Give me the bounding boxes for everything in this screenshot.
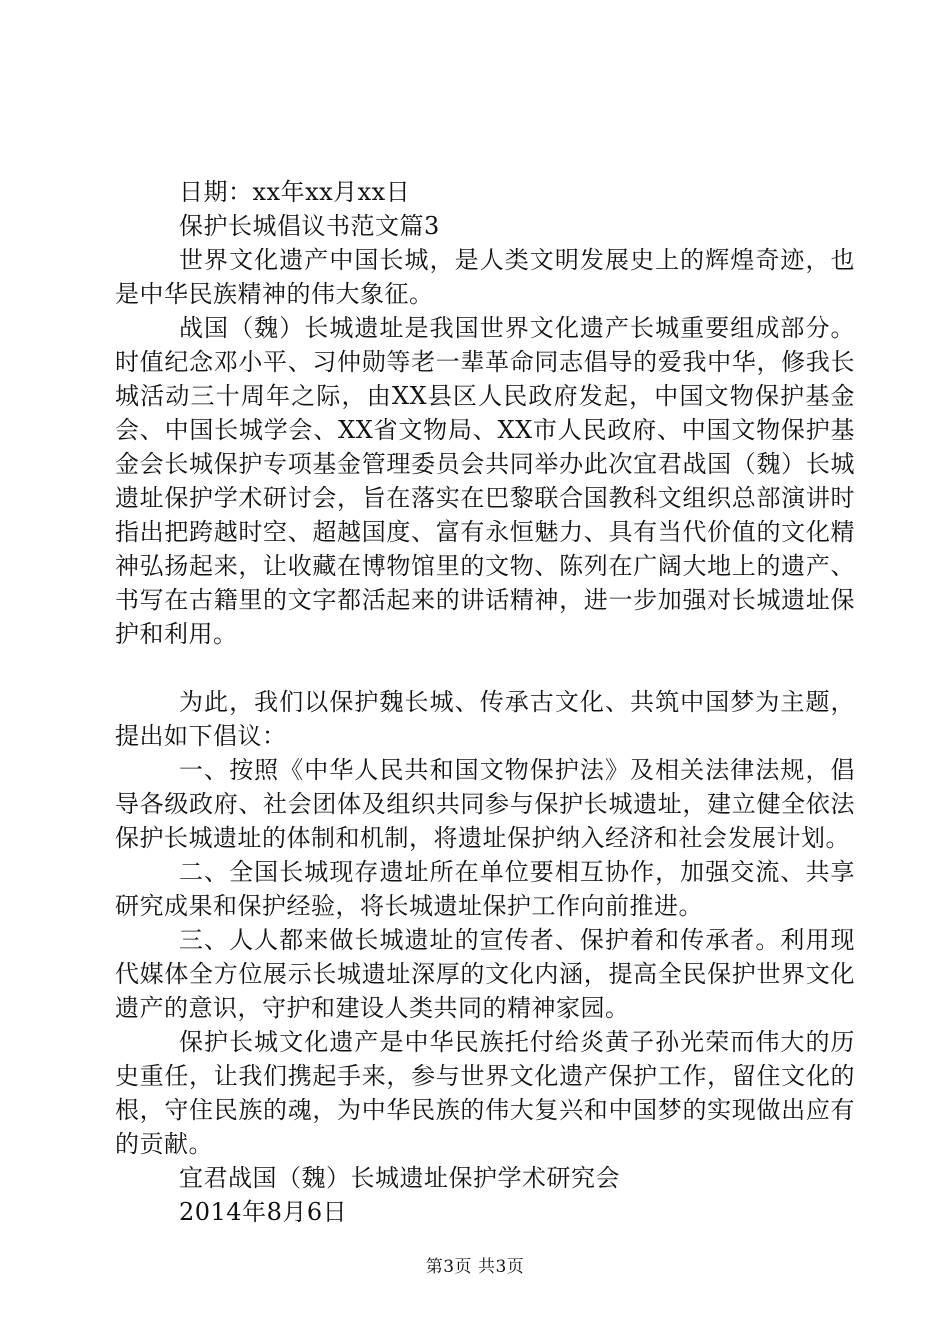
signature-organization: 宜君战国（魏）长城遗址保护学术研究会 bbox=[179, 1164, 620, 1192]
proposal-item-1: 一、按照《中华人民共和国文物保护法》及相关法律法规，倡导各级政府、社会团体及组织共同参与保护长城遗址，建立健全依法保护长城遗址的体制和机制，将遗址保护纳入经济和社会发展计划。 bbox=[115, 756, 855, 852]
paragraph-gap bbox=[115, 651, 855, 685]
date-line: 日期：xx年xx月xx日 bbox=[179, 178, 411, 206]
paragraph-closing: 保护长城文化遗产是中华民族托付给炎黄子孙光荣而伟大的历史重任，让我们携起手来，参与世界文化遗产保护工作，留住文化的根，守住民族的魂，为中华民族的伟大复兴和中国梦的实现做出应有的贡献。 bbox=[115, 1028, 855, 1158]
document-body bbox=[115, 175, 855, 1229]
signature-date: 2014年8月6日 bbox=[179, 1198, 348, 1226]
proposal-item-2: 二、全国长城现存遗址所在单位要相互协作，加强交流、共享研究成果和保护经验，将长城遗址保护工作向前推进。 bbox=[115, 858, 855, 920]
page-number-footer: 第3页 共3页 bbox=[425, 1257, 525, 1277]
paragraph-intro: 世界文化遗产中国长城，是人类文明发展史上的辉煌奇迹，也是中华民族精神的伟大象征。 bbox=[115, 246, 855, 308]
proposal-item-3: 三、人人都来做长城遗址的宣传者、保护着和传承者。利用现代媒体全方位展示长城遗址深厚的文化内涵，提高全民保护世界文化遗产的意识，守护和建设人类共同的精神家园。 bbox=[115, 926, 855, 1022]
paragraph-background: 战国（魏）长城遗址是我国世界文化遗产长城重要组成部分。时值纪念邓小平、习仲勋等老一辈革命同志倡导的爱我中华，修我长城活动三十周年之际，由XX县区人民政府发起，中国文物保护基金会、中国长城学会、XX省文物局、XX市人民政府、中国文物保护基金会长城保护专项基金管理委员会共同举办此次宜君战国（魏）长城遗址保护学术研讨会，旨在落实在巴黎联合国教科文组织总部演讲时指出把跨越时空、超越国度、富有永恒魅力、具有当代价值的文化精神弘扬起来，让收藏在博物馆里的文物、陈列在广阔大地上的遗产、书写在古籍里的文字都活起来的讲话精神，进一步加强对长城遗址保护和利用。 bbox=[115, 314, 855, 648]
document-heading: 保护长城倡议书范文篇3 bbox=[179, 212, 440, 240]
paragraph-theme: 为此，我们以保护魏长城、传承古文化、共筑中国梦为主题，提出如下倡议： bbox=[115, 688, 855, 750]
